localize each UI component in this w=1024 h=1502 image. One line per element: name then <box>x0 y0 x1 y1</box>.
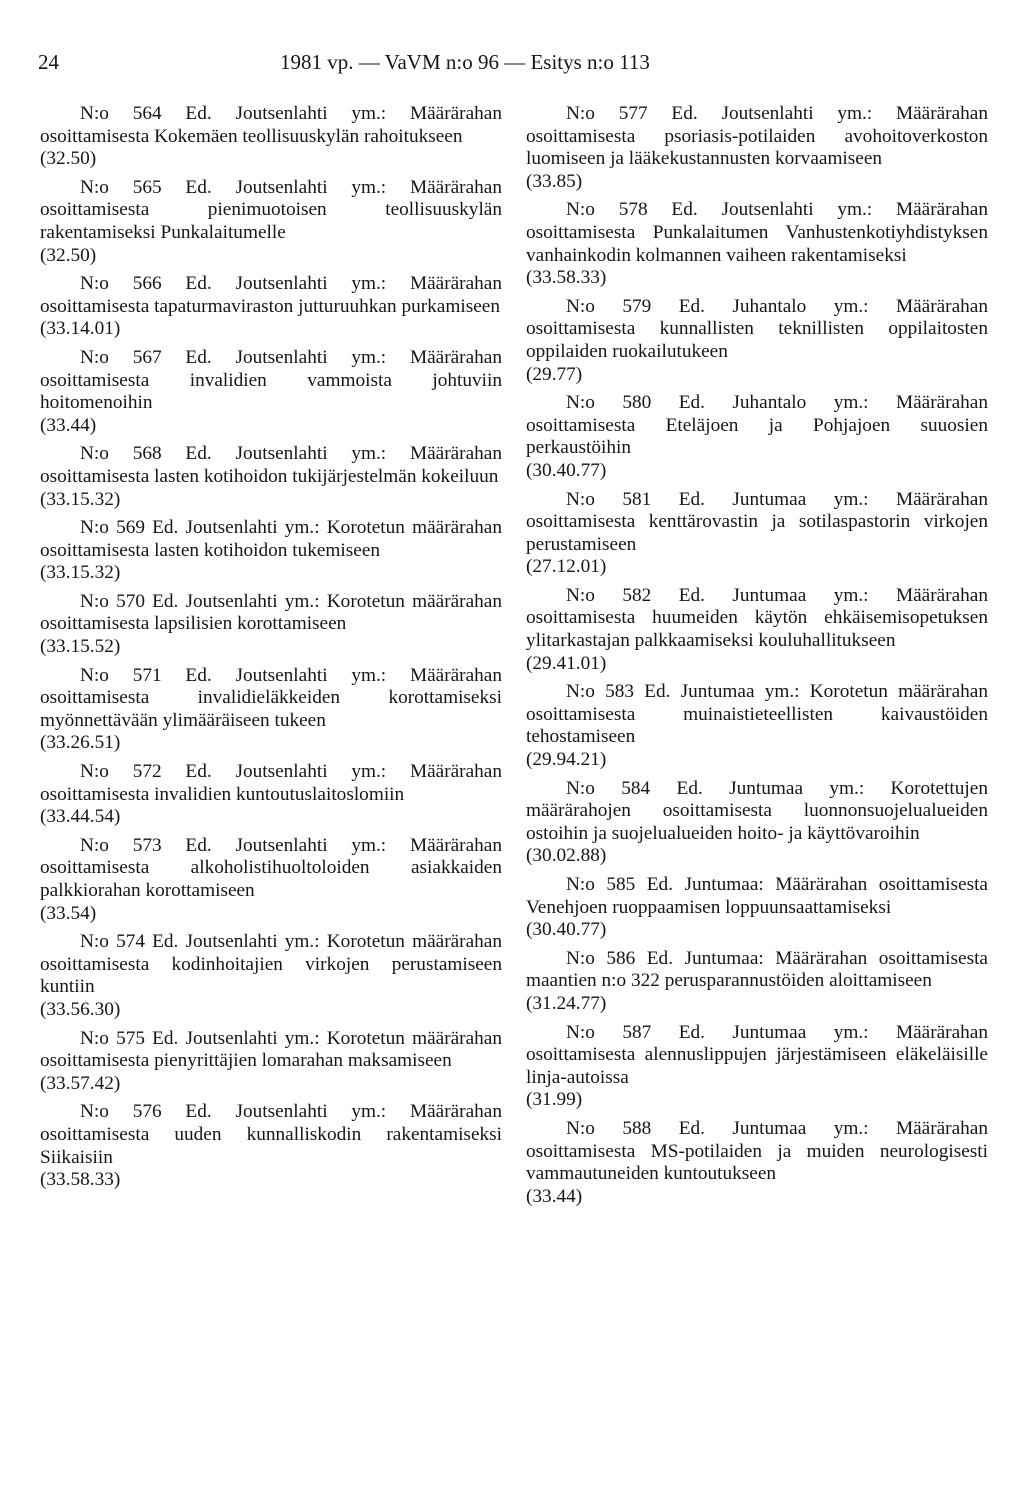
budget-item-code: (30.40.77) <box>526 919 607 941</box>
motion-entry <box>526 1118 988 1208</box>
budget-item-code: (33.58.33) <box>40 1169 121 1191</box>
motion-entry <box>526 681 988 771</box>
motion-text: N:o 584 Ed. Juntumaa ym.: Korotettujen määrärahojen osoittamisesta luonnonsuojelualueiden ostoihin ja suojelualueiden hoito- ja käyttövaroihin <box>526 777 988 844</box>
motion-entry <box>40 591 502 659</box>
motion-text: N:o 565 Ed. Joutsenlahti ym.: Määrärahan osoittamisesta pienimuotoisen teollisuuskylän rakentamiseksi Punkalaitumelle <box>40 176 502 243</box>
motion-entry <box>40 443 502 511</box>
motion-entry <box>526 948 988 1016</box>
motion-text: N:o 573 Ed. Joutsenlahti ym.: Määrärahan osoittamisesta alkoholistihuoltoloiden asiakkaiden palkkiorahan korottamiseen <box>40 834 502 901</box>
budget-item-code: (33.15.52) <box>40 636 121 658</box>
motion-text: N:o 587 Ed. Juntumaa ym.: Määrärahan osoittamisesta alennuslippujen järjestämiseen eläkeläisille linja-autoissa <box>526 1021 988 1088</box>
motion-entry <box>40 517 502 585</box>
budget-item-code: (30.40.77) <box>526 459 607 481</box>
motion-text: N:o 567 Ed. Joutsenlahti ym.: Määrärahan osoittamisesta invalidien vammoista johtuviin hoitomenoihin <box>40 346 502 414</box>
motion-text: N:o 583 Ed. Juntumaa ym.: Korotetun määrärahan osoittamisesta muinaistieteellisten kaivaustöiden tehostamiseen <box>526 681 988 748</box>
budget-item-code: (29.41.01) <box>526 652 607 674</box>
motion-text: N:o 566 Ed. Joutsenlahti ym.: Määrärahan osoittamisesta tapaturmaviraston jutturuuhkan purkamiseen <box>40 273 502 317</box>
motion-text: N:o 576 Ed. Joutsenlahti ym.: Määrärahan osoittamisesta uuden kunnalliskodin rakentamiseksi Siikaisiin <box>40 1101 502 1168</box>
motion-text: N:o 569 Ed. Joutsenlahti ym.: Korotetun määrärahan osoittamisesta lasten kotihoidon tukemiseen <box>40 517 502 561</box>
budget-item-code: (33.85) <box>526 170 583 192</box>
motion-entry <box>40 931 502 1021</box>
motion-entry <box>526 585 988 675</box>
motion-entry <box>40 347 502 437</box>
motion-text: N:o 575 Ed. Joutsenlahti ym.: Korotetun määrärahan osoittamisesta pienyrittäjien lomarahan maksamiseen <box>40 1027 502 1072</box>
motion-entry <box>40 103 502 171</box>
budget-item-code: (33.14.01) <box>40 318 121 340</box>
motion-text: N:o 572 Ed. Joutsenlahti ym.: Määrärahan osoittamisesta invalidien kuntoutuslaitoslomiin <box>40 761 502 805</box>
motion-text: N:o 581 Ed. Juntumaa ym.: Määrärahan osoittamisesta kenttärovastin ja sotilaspastorin virkojen perustamiseen <box>526 488 988 555</box>
budget-item-code: (33.57.42) <box>40 1072 121 1094</box>
motion-entry <box>40 1101 502 1191</box>
motion-text: N:o 568 Ed. Joutsenlahti ym.: Määrärahan osoittamisesta lasten kotihoidon tukijärjestelmän kokeiluun <box>40 443 502 487</box>
budget-item-code: (32.50) <box>40 244 97 266</box>
budget-item-code: (31.99) <box>526 1089 583 1111</box>
budget-item-code: (33.15.32) <box>40 562 121 584</box>
budget-item-code: (29.77) <box>526 363 583 385</box>
motion-entry <box>40 177 502 267</box>
budget-item-code: (33.58.33) <box>526 267 607 289</box>
motion-text: N:o 586 Ed. Juntumaa: Määrärahan osoittamisesta maantien n:o 322 perusparannustöiden aloittamiseen <box>526 947 988 992</box>
left-column <box>40 103 502 1198</box>
budget-item-code: (31.24.77) <box>526 992 607 1014</box>
motion-entry <box>526 1022 988 1112</box>
motion-entry <box>526 103 988 193</box>
motion-text: N:o 588 Ed. Juntumaa ym.: Määrärahan osoittamisesta MS-potilaiden ja muiden neurologisesti vammautuneiden kuntoutukseen <box>526 1117 988 1185</box>
motion-entry <box>526 199 988 289</box>
motion-entry <box>526 296 988 386</box>
budget-item-code: (33.56.30) <box>40 998 121 1020</box>
budget-item-code: (33.44) <box>526 1185 583 1207</box>
budget-item-code: (30.02.88) <box>526 845 607 867</box>
motion-text: N:o 579 Ed. Juhantalo ym.: Määrärahan osoittamisesta kunnallisten teknillisten oppilaitosten oppilaiden ruokailutukeen <box>526 295 988 362</box>
motion-text: N:o 578 Ed. Joutsenlahti ym.: Määrärahan osoittamisesta Punkalaitumen Vanhustenkotiyhdistyksen vanhainkodin kolmannen vaiheen rakentamiseksi <box>526 199 988 266</box>
page-number: 24 <box>38 50 59 74</box>
budget-item-code: (29.94.21) <box>526 749 607 771</box>
motion-text: N:o 580 Ed. Juhantalo ym.: Määrärahan osoittamisesta Eteläjoen ja Pohjajoen suuosien perkaustöihin <box>526 392 988 459</box>
budget-item-code: (33.44.54) <box>40 806 121 828</box>
budget-item-code: (33.44) <box>40 414 97 436</box>
right-column <box>526 103 988 1214</box>
motion-entry <box>40 273 502 341</box>
running-title: 1981 vp. — VaVM n:o 96 — Esitys n:o 113 <box>280 50 650 74</box>
budget-item-code: (33.15.32) <box>40 488 121 510</box>
budget-item-code: (32.50) <box>40 148 97 170</box>
motion-entry <box>40 835 502 925</box>
budget-item-code: (27.12.01) <box>526 556 607 578</box>
budget-item-code: (33.54) <box>40 902 97 924</box>
motion-text: N:o 571 Ed. Joutsenlahti ym.: Määrärahan osoittamisesta invalidieläkkeiden korottamiseksi myönnettävään ylimääräiseen tukeen <box>40 664 502 731</box>
motion-entry <box>526 392 988 482</box>
page-header <box>0 50 1024 80</box>
motion-entry <box>40 1028 502 1096</box>
budget-item-code: (33.26.51) <box>40 732 121 754</box>
motion-text: N:o 585 Ed. Juntumaa: Määrärahan osoittamisesta Venehjoen ruoppaamisen loppuunsaattamiseksi <box>526 874 988 918</box>
motion-text: N:o 570 Ed. Joutsenlahti ym.: Korotetun määrärahan osoittamisesta lapsilisien korottamiseen <box>40 590 502 635</box>
motion-text: N:o 582 Ed. Juntumaa ym.: Määrärahan osoittamisesta huumeiden käytön ehkäisemisopetuksen ylitarkastajan palkkaamiseksi kouluhallitukseen <box>526 584 988 652</box>
motion-entry <box>40 761 502 829</box>
motion-text: N:o 574 Ed. Joutsenlahti ym.: Korotetun määrärahan osoittamisesta kodinhoitajien virkojen perustamiseen kuntiin <box>40 931 502 998</box>
motion-entry <box>526 778 988 868</box>
motion-text: N:o 577 Ed. Joutsenlahti ym.: Määrärahan osoittamisesta psoriasis-potilaiden avohoitoverkoston luomiseen ja lääkekustannusten korvaamiseen <box>526 103 988 170</box>
motion-entry <box>526 489 988 579</box>
motion-entry <box>40 665 502 755</box>
motion-entry <box>526 874 988 942</box>
motion-text: N:o 564 Ed. Joutsenlahti ym.: Määrärahan osoittamisesta Kokemäen teollisuuskylän rahoitukseen <box>40 103 502 147</box>
